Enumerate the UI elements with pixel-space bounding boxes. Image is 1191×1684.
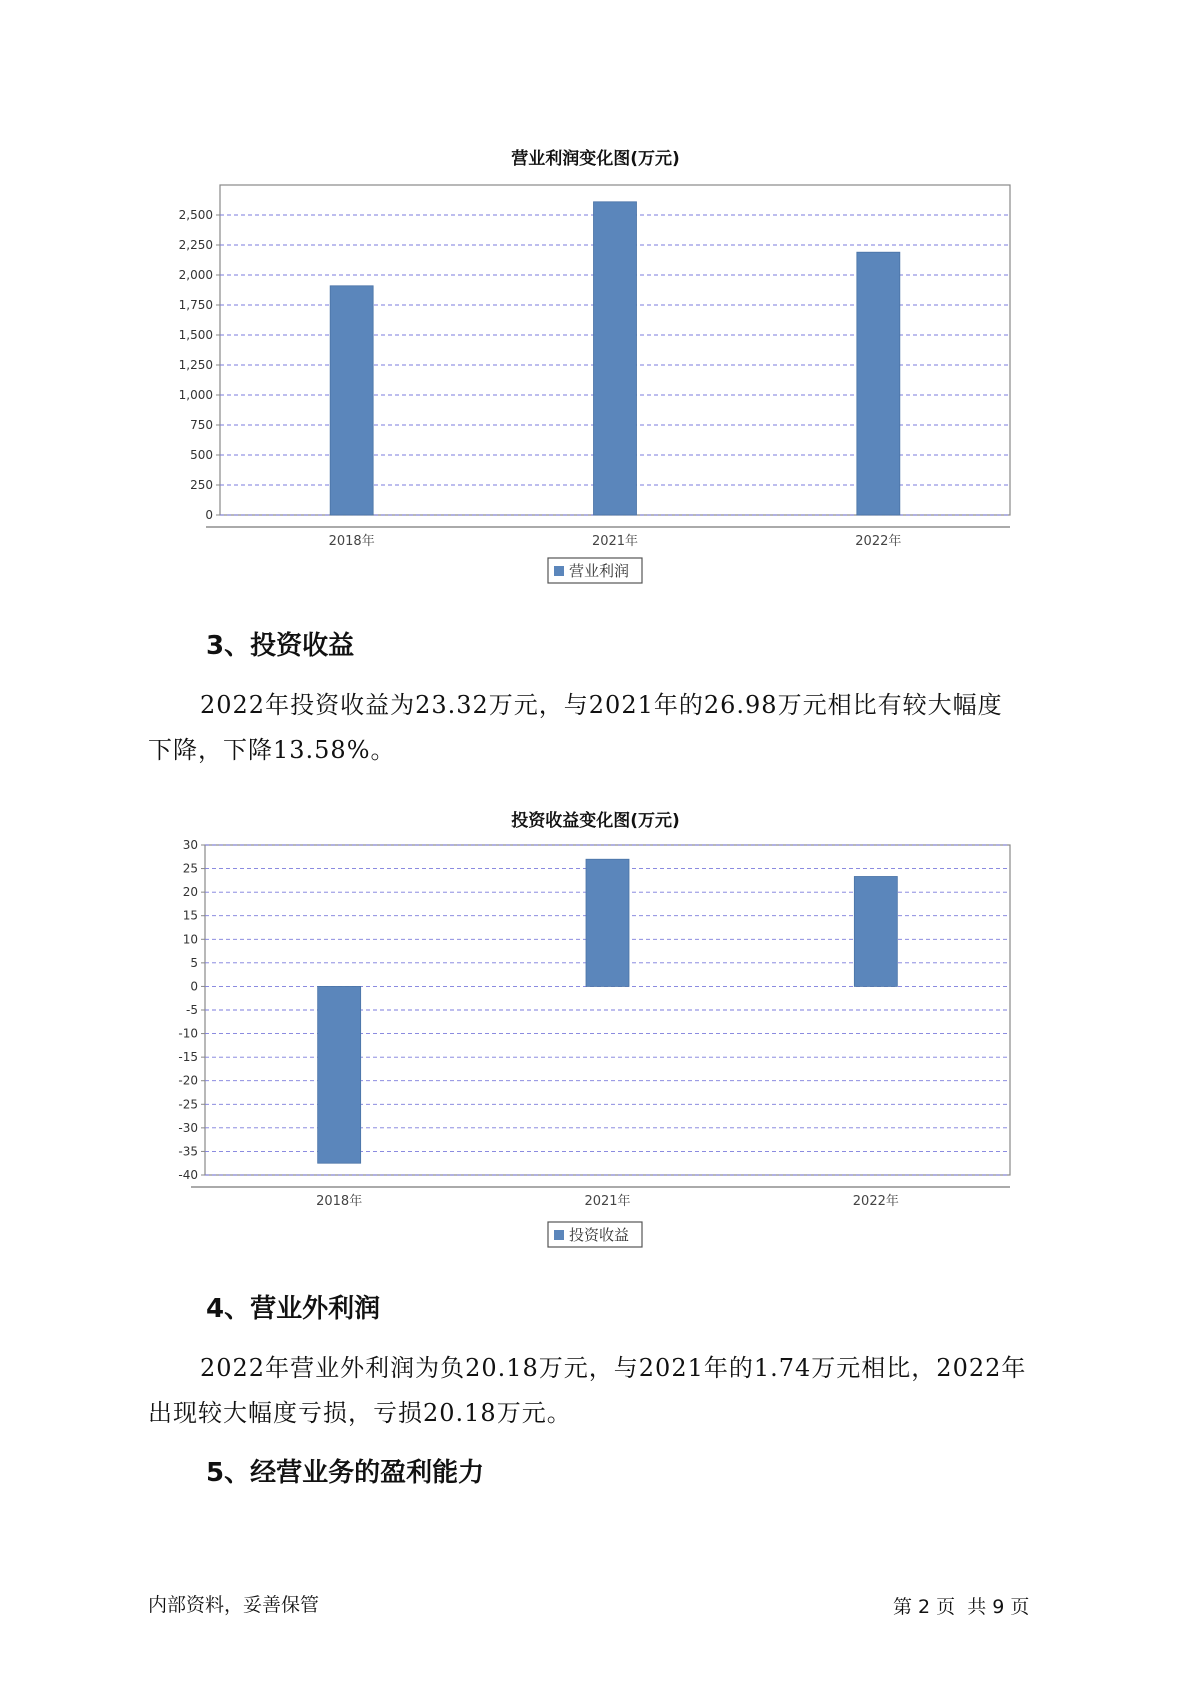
chart1-legend-label: 营业利润 — [569, 562, 630, 580]
chart2-bar-2 — [854, 876, 897, 986]
chart2-title: 投资收益变化图(万元) — [511, 811, 680, 831]
footer-confidential-note: 内部资料，妥善保管 — [148, 1594, 320, 1616]
chart2-ytick-label: 5 — [190, 955, 198, 970]
chart1-ytick-label: 2,000 — [178, 268, 213, 282]
chart2-ytick-label: 15 — [182, 908, 198, 923]
operating-profit-chart — [0, 170, 1191, 590]
chart2-bar-1 — [586, 859, 629, 986]
section-4-paragraph — [148, 1346, 1058, 1436]
chart1-xtick-label: 2021年 — [591, 534, 639, 549]
section-4-heading: 4、营业外利润 — [206, 1294, 381, 1324]
chart2-ytick-label: -15 — [178, 1050, 198, 1065]
section-3-line2: 下降，下降13.58%。 — [148, 736, 396, 764]
chart1-ytick-label: 1,750 — [178, 298, 213, 312]
chart2-ytick-label: -10 — [178, 1026, 198, 1041]
chart2-bar-0 — [318, 986, 361, 1163]
chart2-ytick-label: 30 — [182, 838, 198, 852]
chart1-ytick-label: 1,250 — [178, 358, 213, 372]
chart2-xtick-label: 2021年 — [584, 1194, 631, 1209]
chart1-ytick-label: 250 — [190, 478, 213, 492]
investment-income-chart — [0, 830, 1191, 1255]
section-3-paragraph — [148, 683, 1058, 773]
chart1-ytick-label: 2,500 — [178, 208, 213, 222]
section-4-line1: 2022年营业外利润为负20.18万元，与2021年的1.74万元相比，2022年 — [200, 1354, 1027, 1382]
section-5-heading: 5、经营业务的盈利能力 — [206, 1458, 485, 1488]
chart1-ytick-label: 500 — [190, 448, 213, 462]
section-3-heading: 3、投资收益 — [206, 631, 355, 661]
chart2-ytick-label: -40 — [178, 1168, 198, 1182]
chart1-bar-1 — [594, 202, 637, 515]
chart2-ytick-label: -30 — [178, 1120, 198, 1135]
chart1-legend — [548, 558, 642, 583]
chart1-ytick-label: 1,500 — [178, 328, 213, 342]
chart1-bar-0 — [330, 286, 373, 515]
chart1-xtick-label: 2018年 — [328, 534, 375, 549]
chart2-ytick-label: -20 — [178, 1073, 198, 1088]
chart2-legend-label: 投资收益 — [569, 1226, 630, 1244]
chart1-ytick-label: 0 — [205, 508, 213, 522]
chart2-xtick-label: 2018年 — [316, 1194, 363, 1209]
chart2-ytick-label: -25 — [178, 1097, 198, 1112]
chart2-legend — [548, 1222, 642, 1247]
chart2-ytick-label: -35 — [178, 1144, 198, 1159]
chart2-ytick-label: 25 — [182, 861, 198, 876]
chart2-legend-swatch — [554, 1230, 564, 1240]
chart1-xtick-label: 2022年 — [855, 534, 902, 549]
chart1-title: 营业利润变化图(万元) — [511, 149, 680, 169]
section-4-line2: 出现较大幅度亏损，亏损20.18万元。 — [148, 1399, 572, 1427]
chart1-ytick-label: 2,250 — [178, 238, 213, 252]
chart2-ytick-label: -5 — [186, 1003, 198, 1017]
footer-page-number: 第 2 页 共 9 页 — [893, 1596, 1030, 1618]
chart1-legend-swatch — [554, 566, 564, 576]
chart1-bar-2 — [857, 252, 900, 515]
chart2-xtick-label: 2022年 — [852, 1194, 899, 1209]
chart2-ytick-label: 0 — [190, 979, 198, 994]
chart1-ytick-label: 750 — [190, 418, 213, 432]
chart2-ytick-label: 20 — [182, 885, 198, 900]
chart2-ytick-label: 10 — [182, 932, 198, 947]
section-3-line1: 2022年投资收益为23.32万元，与2021年的26.98万元相比有较大幅度 — [200, 691, 1003, 719]
chart1-ytick-label: 1,000 — [178, 388, 213, 402]
